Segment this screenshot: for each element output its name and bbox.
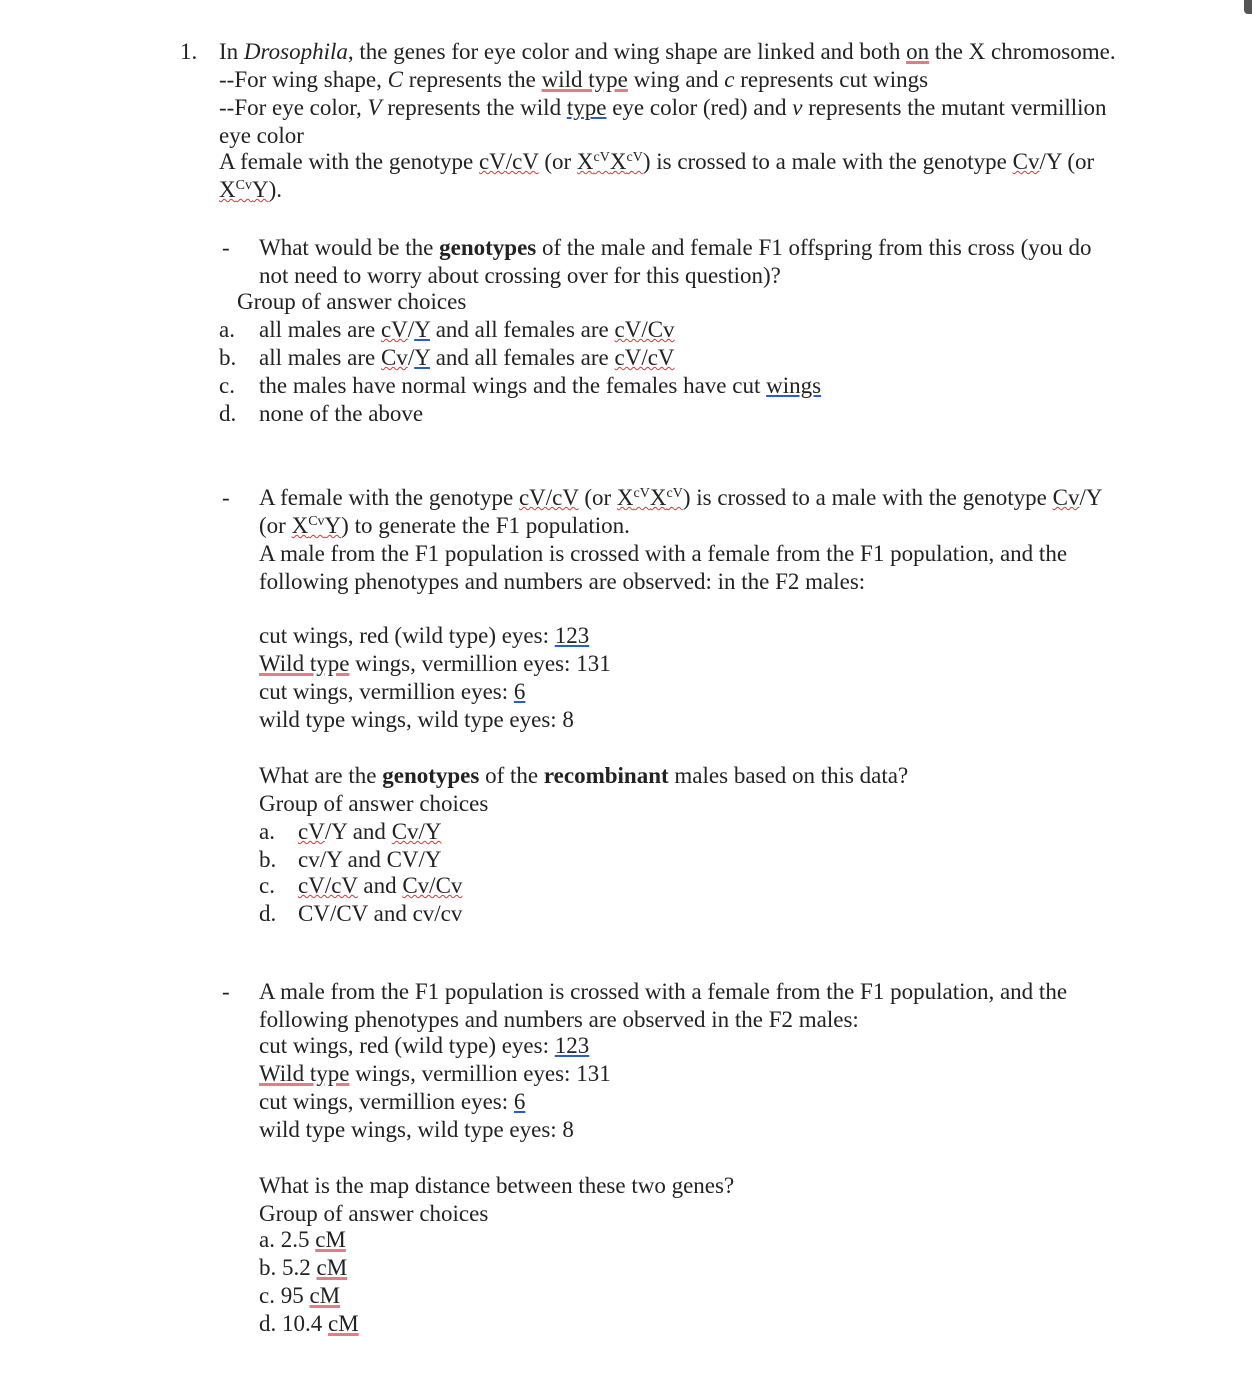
part2-prompt-line-2: (or $X^{Cv}Y$) to generate the F1 population. [259,513,630,538]
part1-prompt-line-2: not need to worry about crossing over for this question)? [259,263,781,288]
part3-data-line-1: cut wings, red (wild type) eyes: 123 [259,1033,590,1058]
part3-prompt-line-1: A male from the F1 population is crossed with a female from the F1 population, and the [259,979,1068,1004]
part2-choice-b-letter[interactable]: b. [259,847,277,872]
part2-data-line-4: wild type wings, wild type eyes: 8 [259,707,574,732]
part1-choice-b-letter[interactable]: b. [219,345,237,370]
part2-prompt-line-3: A male from the F1 population is crossed with a female from the F1 population, and the [259,541,1068,566]
part3-choice-d[interactable]: d. 10.4 cM [259,1311,359,1336]
part1-choice-c-letter[interactable]: c. [219,373,235,398]
part2-choice-a[interactable]: cV/Y and Cv/Y [298,819,442,844]
part2-data-line-2: Wild type wings, vermillion eyes: 131 [259,651,611,676]
part1-dash: - [222,235,230,260]
intro-line-2: --For wing shape, C represents the wild type wing and c represents cut wings [219,67,929,92]
part3-choice-c[interactable]: c. 95 cM [259,1283,341,1308]
part1-choices-header: Group of answer choices [237,289,467,314]
part3-choice-b[interactable]: b. 5.2 cM [259,1255,348,1280]
part2-choice-d-letter[interactable]: d. [259,901,277,926]
intro-line-1: In Drosophila, the genes for eye color and wing shape are linked and both on the X chromosome. [219,39,1116,64]
part3-data-line-4: wild type wings, wild type eyes: 8 [259,1117,574,1142]
intro-line-3: --For eye color, V represents the wild type eye color (red) and v represents the mutant vermillion [219,95,1107,120]
part2-choice-a-letter[interactable]: a. [259,819,275,844]
part1-prompt-line-1: What would be the genotypes of the male and female F1 offspring from this cross (you do [259,235,1092,260]
part1-choice-d[interactable]: none of the above [259,401,424,426]
part3-prompt-line-2: following phenotypes and numbers are observed in the F2 males: [259,1007,859,1032]
part2-data-line-1: cut wings, red (wild type) eyes: 123 [259,623,590,648]
part3-choice-a[interactable]: a. 2.5 cM [259,1227,346,1252]
part1-choice-d-letter[interactable]: d. [219,401,237,426]
part2-dash: - [222,485,230,510]
part1-choice-a[interactable]: all males are cV/Y and all females are cV/Cv [259,317,675,342]
part2-prompt-line-4: following phenotypes and numbers are observed: in the F2 males: [259,569,866,594]
part2-choice-b[interactable]: cv/Y and CV/Y [298,847,442,872]
question-number: 1. [180,39,198,64]
part2-data-line-3: cut wings, vermillion eyes: 6 [259,679,526,704]
intro-line-6: $X^{Cv}Y$). [219,177,283,202]
part2-choice-c[interactable]: cV/cV and Cv/Cv [298,873,463,898]
part2-question: What are the genotypes of the recombinant males based on this data? [259,763,909,788]
part3-dash: - [222,979,230,1004]
part2-choice-d[interactable]: CV/CV and cv/cv [298,901,463,926]
part2-choices-header: Group of answer choices [259,791,489,816]
part3-choices-header: Group of answer choices [259,1201,489,1226]
part1-choice-a-letter[interactable]: a. [219,317,235,342]
part3-data-line-3: cut wings, vermillion eyes: 6 [259,1089,526,1114]
part1-choice-c[interactable]: the males have normal wings and the females have cut wings [259,373,822,398]
part3-data-line-2: Wild type wings, vermillion eyes: 131 [259,1061,611,1086]
part2-choice-c-letter[interactable]: c. [259,873,275,898]
part3-question: What is the map distance between these two genes? [259,1173,735,1198]
part1-choice-b[interactable]: all males are Cv/Y and all females are cV/cV [259,345,675,370]
window-control-icon[interactable] [1244,0,1252,14]
intro-line-5: A female with the genotype cV/cV (or $X^{cV}X^{cV}$) is crossed to a male with the genotype Cv/Y (or [219,149,1095,174]
intro-line-4: eye color [219,123,304,148]
part2-prompt-line-1: A female with the genotype cV/cV (or $X^{cV}X^{cV}$) is crossed to a male with the genotype Cv/Y [259,485,1103,510]
